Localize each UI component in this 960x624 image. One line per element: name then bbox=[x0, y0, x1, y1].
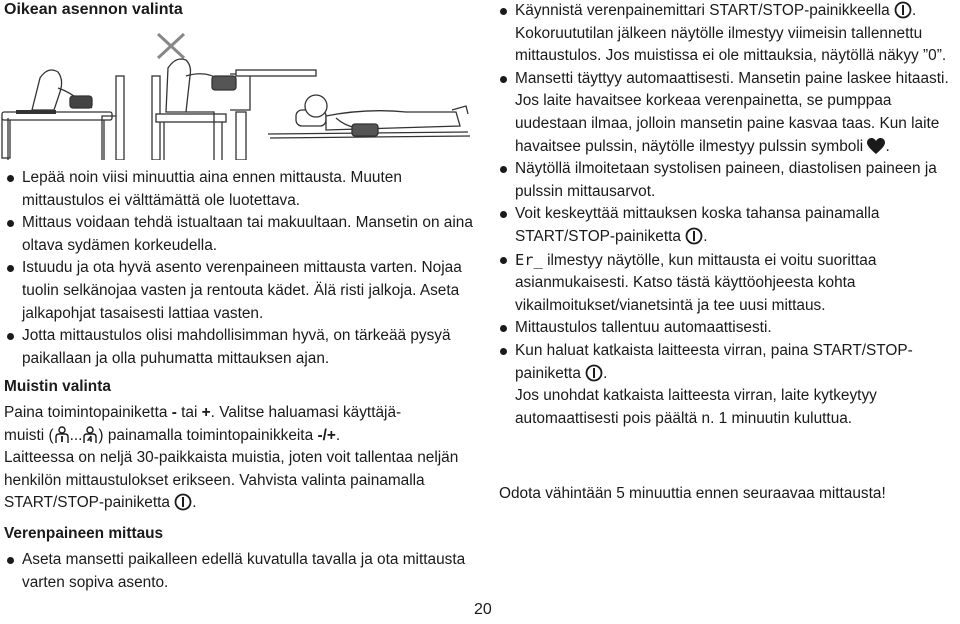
lying-posture-illustration bbox=[268, 95, 470, 138]
list-text: Voit keskeyttää mittauksen koska tahansa painamalla START/STOP-painiketta bbox=[515, 205, 880, 245]
memory-text: Paina toimintopainiketta bbox=[4, 404, 172, 421]
list-item bbox=[497, 203, 957, 248]
list-text: . bbox=[885, 137, 890, 155]
memory-text: ... bbox=[69, 426, 83, 444]
section-title: Oikean asennon valinta bbox=[4, 1, 183, 18]
user-4-icon bbox=[82, 426, 98, 444]
list-text: . bbox=[703, 227, 708, 245]
left-bullet-list bbox=[4, 167, 474, 370]
list-text: Kun haluat katkaista laitteesta virran, paina START/STOP-painiketta bbox=[515, 341, 913, 382]
list-item: Lepää noin viisi minuuttia aina ennen mittausta. Muuten mittaustulos ei välttämättä ole luotettava. bbox=[4, 167, 474, 212]
list-text: . bbox=[603, 364, 608, 382]
bp-heading: Verenpaineen mittaus bbox=[4, 525, 164, 542]
list-item: Mittaus voidaan tehdä istualtaan tai makuultaan. Mansetin on aina oltava sydämen korkeudella. bbox=[4, 212, 474, 257]
correct-sitting-illustration bbox=[152, 59, 316, 160]
memory-text: Laitteessa on neljä 30-paikkaista muistia, joten voit tallentaa neljän henkilön mittaustulokset erikseen. Vahvista valinta painamalla START/STOP-painiketta bbox=[4, 449, 459, 512]
start-stop-icon bbox=[894, 1, 912, 19]
start-stop-icon bbox=[685, 227, 703, 245]
posture-illustrations bbox=[0, 26, 472, 160]
wrong-posture-illustration bbox=[2, 70, 124, 160]
memory-text: . bbox=[192, 494, 197, 512]
right-bullet-list bbox=[497, 0, 957, 430]
memory-text: . Valitse haluamasi käyttäjä- bbox=[210, 404, 402, 421]
heart-icon bbox=[867, 138, 885, 155]
start-stop-icon bbox=[174, 493, 192, 511]
minus-plus-keys: -/+ bbox=[317, 426, 336, 444]
memory-paragraph bbox=[4, 402, 474, 515]
start-stop-icon bbox=[585, 364, 603, 382]
wrong-x-mark bbox=[158, 34, 184, 58]
list-text: Käynnistä verenpainemittari START/STOP-painikkeella bbox=[515, 2, 894, 19]
list-item: Mittaustulos tallentuu automaattisesti. bbox=[497, 317, 957, 340]
minus-key: - bbox=[171, 404, 177, 421]
list-text: . Kokoruututilan jälkeen näytölle ilmestyy viimeisin tallennettu mittaustulos. Jos muistissa ei ole mittauksia, näytöllä näkyy ”0”. bbox=[515, 2, 947, 65]
list-item bbox=[497, 0, 957, 68]
page-number: 20 bbox=[474, 601, 492, 618]
list-item bbox=[497, 68, 957, 158]
list-item bbox=[497, 249, 957, 318]
memory-text: . bbox=[335, 426, 341, 444]
memory-text: muisti ( bbox=[4, 426, 54, 444]
list-item: Istuudu ja ota hyvä asento verenpaineen mittausta varten. Nojaa tuolin selkänojaa vasten ja rentouta kädet. Älä risti jalkoja. Aseta jalkapohjat tasaisesti lattiaa vasten. bbox=[4, 257, 474, 325]
bp-bullet-list bbox=[4, 549, 474, 594]
memory-text: ) painamalla toimintopainikkeita bbox=[98, 426, 318, 444]
list-text: Jos unohdat katkaista laitteesta virran, laite kytkeytyy automaattisesti pois päältä n. 1 minuutin kuluttua. bbox=[515, 387, 877, 427]
list-item: Näytöllä ilmoitetaan systolisen paineen, diastolisen paineen ja pulssin mittausarvot. bbox=[497, 158, 957, 203]
list-item bbox=[497, 340, 957, 430]
list-text: Mansetti täyttyy automaattisesti. Mansetin paine laskee hitaasti. Jos laite havaitsee korkeaa verenpainetta, se pumppaa uudestaan ilmaa, jolloin mansetin paine kasvaa taas. Kun laite havaitsee pulssin, näytölle ilmestyy pulssin symboli bbox=[515, 69, 949, 155]
plus-key: + bbox=[201, 404, 211, 421]
list-text: ilmestyy näytölle, kun mittausta ei voitu suorittaa asianmukaisesti. Katso tästä käyttöohjeesta kohta vikailmoitukset/vianetsintä ja tee uusi mittaus. bbox=[515, 251, 877, 314]
memory-heading: Muistin valinta bbox=[4, 378, 111, 395]
list-item: Jotta mittaustulos olisi mahdollisimman hyvä, on tärkeää pysyä paikallaan ja olla puhumatta mittauksen ajan. bbox=[4, 325, 474, 370]
user-1-icon bbox=[54, 426, 70, 444]
final-note: Odota vähintään 5 minuuttia ennen seuraavaa mittausta! bbox=[499, 485, 886, 502]
memory-text: tai bbox=[176, 404, 202, 421]
error-code: Er_ bbox=[515, 250, 543, 269]
list-item: Aseta mansetti paikalleen edellä kuvatulla tavalla ja ota mittausta varten sopiva asento. bbox=[4, 549, 474, 594]
